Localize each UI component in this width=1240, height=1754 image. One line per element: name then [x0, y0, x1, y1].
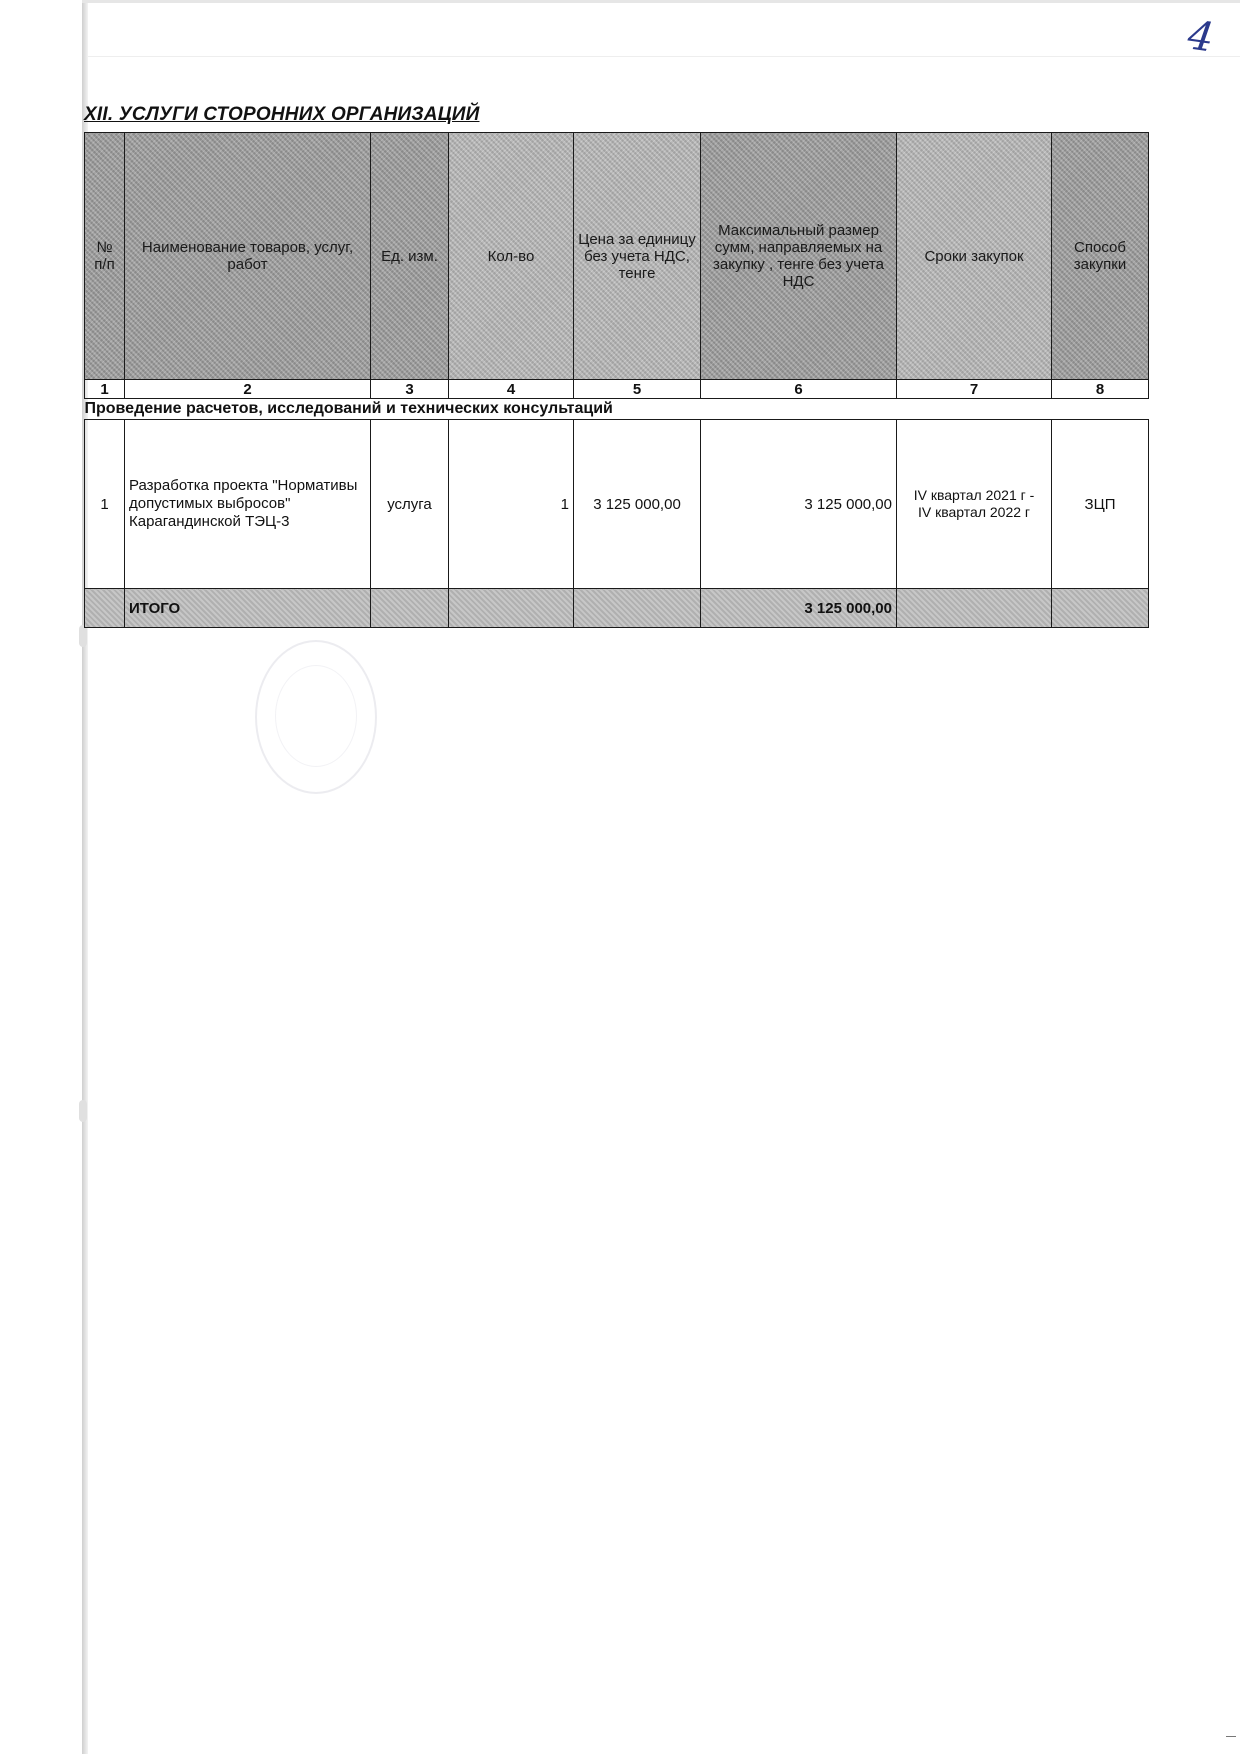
header-cell-method: Способ закупки [1052, 133, 1149, 380]
table-header-row [85, 133, 1149, 380]
header-cell-terms: Сроки закупок [897, 133, 1052, 380]
column-number: 8 [1052, 380, 1149, 399]
column-number: 3 [371, 380, 449, 399]
cell-terms [897, 420, 1052, 589]
scan-margin-tick [1226, 1736, 1236, 1737]
faded-stamp-inner-ring [275, 665, 357, 767]
header-cell-name: Наименование товаров, услуг, работ [125, 133, 371, 380]
cell-number: 1 [85, 420, 125, 589]
column-number: 5 [574, 380, 701, 399]
cell-unit-price: 3 125 000,00 [574, 420, 701, 589]
terms-line-start: IV квартал 2021 г - [913, 486, 1035, 503]
header-cell-quantity: Кол-во [449, 133, 574, 380]
total-cell-empty [85, 589, 125, 628]
scan-top-edge [82, 0, 1240, 3]
cell-quantity: 1 [449, 420, 574, 589]
binding-hole-mark [79, 1100, 87, 1122]
group-title: Проведение расчетов, исследований и технических консультаций [85, 399, 1149, 420]
table-row [85, 420, 1149, 589]
column-number: 6 [701, 380, 897, 399]
cell-method: ЗЦП [1052, 420, 1149, 589]
cell-unit: услуга [371, 420, 449, 589]
scan-artifact-line [88, 56, 1240, 57]
total-cell-empty [1052, 589, 1149, 628]
column-number: 4 [449, 380, 574, 399]
column-number: 7 [897, 380, 1052, 399]
total-cell-empty [574, 589, 701, 628]
cell-max-amount: 3 125 000,00 [701, 420, 897, 589]
column-number-row [85, 380, 1149, 399]
total-cell-empty [449, 589, 574, 628]
total-row [85, 589, 1149, 628]
total-amount: 3 125 000,00 [701, 589, 897, 628]
terms-line-end: IV квартал 2022 г [917, 504, 1031, 520]
group-row [85, 399, 1149, 420]
total-cell-empty [371, 589, 449, 628]
section-title: XII. УСЛУГИ СТОРОННИХ ОРГАНИЗАЦИЙ [84, 104, 480, 125]
header-cell-max-amount: Максимальный размер сумм, направляемых на закупку , тенге без учета НДС [701, 133, 897, 380]
header-cell-number: № п/п [85, 133, 125, 380]
header-cell-unit-price: Цена за единицу без учета НДС, тенге [574, 133, 701, 380]
binding-hole-mark [79, 625, 87, 647]
handwritten-page-number: 4 [1184, 12, 1217, 62]
header-cell-unit: Ед. изм. [371, 133, 449, 380]
column-number: 1 [85, 380, 125, 399]
cell-name: Разработка проекта "Нормативы допустимых выбросов" Карагандинской ТЭЦ-3 [125, 420, 371, 589]
total-cell-empty [897, 589, 1052, 628]
procurement-table [84, 132, 1149, 628]
total-label: ИТОГО [125, 589, 371, 628]
column-number: 2 [125, 380, 371, 399]
